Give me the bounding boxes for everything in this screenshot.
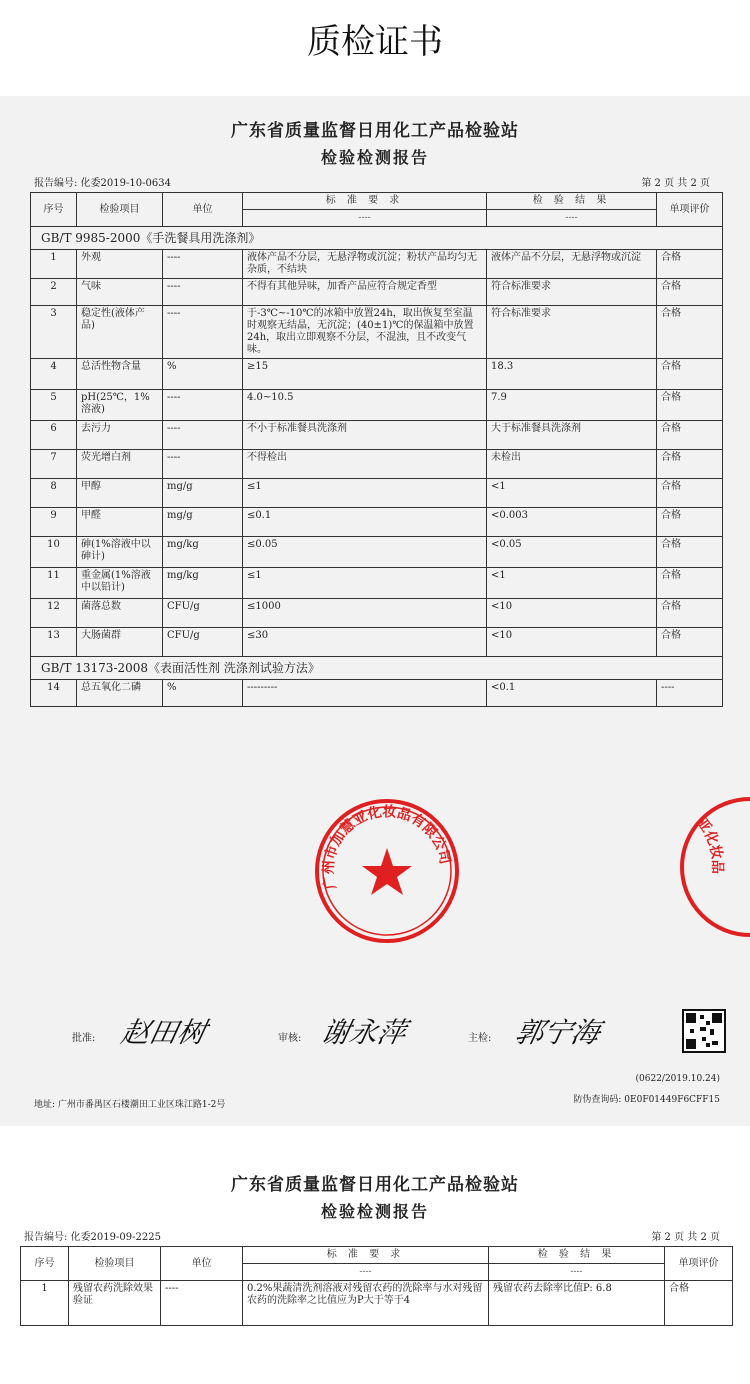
row-no: 6 xyxy=(31,421,77,450)
table-row xyxy=(31,306,723,359)
table-row xyxy=(31,680,723,707)
section-row xyxy=(31,227,723,250)
row-eval: ---- xyxy=(657,680,723,707)
row-eval: 合格 xyxy=(657,479,723,508)
header-standard-dash: ---- xyxy=(243,210,487,227)
section-title: GB/T 9985-2000《手洗餐具用洗涤剂》 xyxy=(31,227,723,250)
table-row xyxy=(31,450,723,479)
svg-text:广州市加慧亚化妆品有限公司: 广州市加慧亚化妆品有限公司 xyxy=(320,804,453,891)
table-row xyxy=(31,628,723,657)
row-unit: ---- xyxy=(161,1281,243,1326)
page-title: 质检证书 xyxy=(307,22,443,62)
section-row xyxy=(31,657,723,680)
row-unit: mg/kg xyxy=(163,568,243,599)
row-item: 总活性物含量 xyxy=(77,359,163,390)
row-unit: mg/g xyxy=(163,508,243,537)
header-unit: 单位 xyxy=(161,1247,243,1281)
report-number-2: 报告编号: 化委2019-09-2225 xyxy=(24,1232,161,1243)
row-item: 砷(1%溶液中以砷计) xyxy=(77,537,163,568)
header-standard: 标 准 要 求 xyxy=(243,193,487,210)
report-document-2 xyxy=(0,1150,750,1384)
row-eval: 合格 xyxy=(657,537,723,568)
row-eval: 合格 xyxy=(657,250,723,279)
header-no: 序号 xyxy=(31,193,77,227)
header-standard: 标 准 要 求 xyxy=(243,1247,489,1264)
review-signature: 谢永萍 xyxy=(318,1016,410,1049)
report-title-2: 检验检测报告 xyxy=(320,1202,429,1221)
row-result: 符合标准要求 xyxy=(487,306,657,359)
report-code: (0622/2019.10.24) xyxy=(635,1074,720,1084)
qr-code xyxy=(682,1009,726,1053)
table-row xyxy=(31,421,723,450)
row-standard: 液体产品不分层，无悬浮物或沉淀；粉状产品均匀无杂质，不结块 xyxy=(243,250,487,279)
row-result: <10 xyxy=(487,599,657,628)
report-org-2: 广东省质量监督日用化工产品检验站 xyxy=(231,1175,519,1195)
svg-text:亚化妆品: 亚化妆品 xyxy=(692,814,726,874)
row-eval: 合格 xyxy=(657,568,723,599)
header-no: 序号 xyxy=(21,1247,69,1281)
row-eval: 合格 xyxy=(657,628,723,657)
address: 地址: 广州市番禺区石楼潮田工业区珠江路1-2号 xyxy=(34,1100,226,1110)
inspect-signature: 郭宁海 xyxy=(512,1016,604,1049)
header-standard-dash: ---- xyxy=(243,1264,489,1281)
company-seal xyxy=(312,796,462,946)
partial-seal xyxy=(666,792,750,942)
table-row xyxy=(21,1281,733,1326)
table-row xyxy=(31,390,723,421)
results-table xyxy=(30,192,723,707)
row-unit: mg/kg xyxy=(163,537,243,568)
header-result: 检 验 结 果 xyxy=(487,193,657,210)
row-unit: ---- xyxy=(163,279,243,306)
approve-signature: 赵田树 xyxy=(118,1016,210,1049)
page-info: 第 2 页 共 2 页 xyxy=(641,178,710,189)
row-unit: ---- xyxy=(163,390,243,421)
row-no: 10 xyxy=(31,537,77,568)
row-no: 1 xyxy=(21,1281,69,1326)
row-no: 12 xyxy=(31,599,77,628)
row-result: 未检出 xyxy=(487,450,657,479)
table-row xyxy=(31,508,723,537)
row-standard: ≤1000 xyxy=(243,599,487,628)
row-result: 残留农药去除率比值P: 6.8 xyxy=(489,1281,665,1326)
table-row xyxy=(31,599,723,628)
row-result: <0.05 xyxy=(487,537,657,568)
row-no: 7 xyxy=(31,450,77,479)
section-title: GB/T 13173-2008《表面活性剂 洗涤剂试验方法》 xyxy=(31,657,723,680)
row-standard: 不小于标准餐具洗涤剂 xyxy=(243,421,487,450)
results-table-2 xyxy=(20,1246,733,1326)
table-row xyxy=(31,568,723,599)
table-row xyxy=(31,250,723,279)
review-label: 审核: xyxy=(278,1033,302,1044)
row-eval: 合格 xyxy=(657,508,723,537)
header-result-dash: ---- xyxy=(487,210,657,227)
header-eval: 单项评价 xyxy=(665,1247,733,1281)
row-result: <10 xyxy=(487,628,657,657)
anti-fake-code: 防伪查询码: 0E0F01449F6CFF15 xyxy=(573,1095,720,1105)
row-unit: ---- xyxy=(163,250,243,279)
row-standard: ≤1 xyxy=(243,568,487,599)
header-eval: 单项评价 xyxy=(657,193,723,227)
row-unit: CFU/g xyxy=(163,599,243,628)
row-unit: mg/g xyxy=(163,479,243,508)
report-number: 报告编号: 化委2019-10-0634 xyxy=(34,178,171,189)
row-unit: CFU/g xyxy=(163,628,243,657)
inspect-label: 主检: xyxy=(468,1033,492,1044)
row-result: <0.1 xyxy=(487,680,657,707)
row-standard: 0.2%果蔬清洗剂溶液对残留农药的洗除率与水对残留农药的洗除率之比值应为P大于等于4 xyxy=(243,1281,489,1326)
table-row xyxy=(31,359,723,390)
row-item: 外观 xyxy=(77,250,163,279)
row-result: <1 xyxy=(487,568,657,599)
row-eval: 合格 xyxy=(657,390,723,421)
row-standard: 于-3℃~-10℃的冰箱中放置24h，取出恢复至室温时观察无结晶，无沉淀；(40±1)℃的保温箱中放置24h，取出立即观察不分层，不混浊，且不改变气味。 xyxy=(243,306,487,359)
row-eval: 合格 xyxy=(665,1281,733,1326)
report-document-1 xyxy=(0,96,750,1126)
header-unit: 单位 xyxy=(163,193,243,227)
row-no: 4 xyxy=(31,359,77,390)
row-no: 2 xyxy=(31,279,77,306)
row-eval: 合格 xyxy=(657,359,723,390)
row-item: 菌落总数 xyxy=(77,599,163,628)
row-result: 液体产品不分层，无悬浮物或沉淀 xyxy=(487,250,657,279)
row-no: 1 xyxy=(31,250,77,279)
row-standard: ≤30 xyxy=(243,628,487,657)
row-unit: % xyxy=(163,359,243,390)
row-result: 7.9 xyxy=(487,390,657,421)
row-item: 气味 xyxy=(77,279,163,306)
row-result: <0.003 xyxy=(487,508,657,537)
row-result: 大于标准餐具洗涤剂 xyxy=(487,421,657,450)
row-item: 甲醛 xyxy=(77,508,163,537)
table-row xyxy=(31,279,723,306)
row-unit: ---- xyxy=(163,450,243,479)
row-no: 8 xyxy=(31,479,77,508)
row-item: 荧光增白剂 xyxy=(77,450,163,479)
row-standard: ≤1 xyxy=(243,479,487,508)
row-no: 14 xyxy=(31,680,77,707)
table-header-row xyxy=(31,193,723,210)
row-eval: 合格 xyxy=(657,599,723,628)
row-no: 5 xyxy=(31,390,77,421)
table-row xyxy=(31,479,723,508)
row-item: 总五氧化二磷 xyxy=(77,680,163,707)
report-org: 广东省质量监督日用化工产品检验站 xyxy=(231,121,519,141)
row-standard: ≤0.1 xyxy=(243,508,487,537)
row-item: 去污力 xyxy=(77,421,163,450)
row-item: 甲醇 xyxy=(77,479,163,508)
row-standard: --------- xyxy=(243,680,487,707)
row-standard: 不得有其他异味，加香产品应符合规定香型 xyxy=(243,279,487,306)
approve-label: 批准: xyxy=(72,1033,96,1044)
row-standard: ≥15 xyxy=(243,359,487,390)
row-item: 重金属(1%溶液中以铅计) xyxy=(77,568,163,599)
row-eval: 合格 xyxy=(657,306,723,359)
row-standard: 4.0~10.5 xyxy=(243,390,487,421)
row-item: 残留农药洗除效果验证 xyxy=(69,1281,161,1326)
table-row xyxy=(31,537,723,568)
row-unit: ---- xyxy=(163,421,243,450)
row-standard: 不得检出 xyxy=(243,450,487,479)
row-no: 3 xyxy=(31,306,77,359)
row-item: 稳定性(液体产品) xyxy=(77,306,163,359)
table-header-row xyxy=(21,1247,733,1264)
row-result: 符合标准要求 xyxy=(487,279,657,306)
row-item: pH(25℃，1%溶液) xyxy=(77,390,163,421)
row-eval: 合格 xyxy=(657,421,723,450)
header-result: 检 验 结 果 xyxy=(489,1247,665,1264)
header-item: 检验项目 xyxy=(77,193,163,227)
row-no: 13 xyxy=(31,628,77,657)
row-item: 大肠菌群 xyxy=(77,628,163,657)
row-no: 9 xyxy=(31,508,77,537)
page-info-2: 第 2 页 共 2 页 xyxy=(651,1232,720,1243)
row-standard: ≤0.05 xyxy=(243,537,487,568)
row-result: <1 xyxy=(487,479,657,508)
report-title: 检验检测报告 xyxy=(320,148,429,167)
header-result-dash: ---- xyxy=(489,1264,665,1281)
row-eval: 合格 xyxy=(657,450,723,479)
row-result: 18.3 xyxy=(487,359,657,390)
header-item: 检验项目 xyxy=(69,1247,161,1281)
row-no: 11 xyxy=(31,568,77,599)
row-unit: ---- xyxy=(163,306,243,359)
row-eval: 合格 xyxy=(657,279,723,306)
signature-area xyxy=(0,1001,750,1071)
row-unit: % xyxy=(163,680,243,707)
